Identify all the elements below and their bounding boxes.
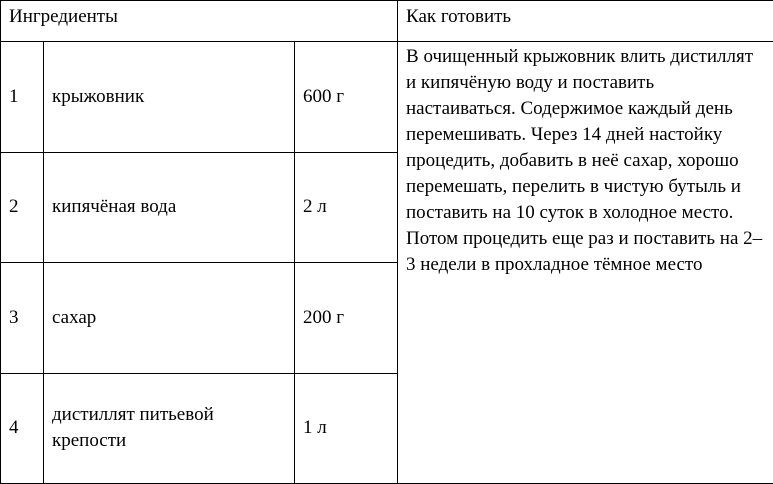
ingredients-header: Ингредиенты: [1, 1, 398, 42]
ingredient-quantity: 2 л: [295, 152, 398, 262]
ingredient-quantity: 200 г: [295, 263, 398, 373]
ingredient-row: [1, 42, 773, 152]
ingredient-number: 3: [1, 263, 44, 373]
ingredient-name: сахар: [44, 263, 295, 373]
instructions-text: В очищенный крыжовник влить дистиллят и кипячёную воду и поставить настаиваться. Содержимое каждый день перемешивать. Через 14 дней настойку процедить, добавить в неё сахар, хорошо перемешать, перелить в чистую бутыль и поставить на 10 суток в холодное место. Потом процедить еще раз и поставить на 2–3 недели в прохладное тёмное место: [406, 46, 763, 276]
table-header-row: [1, 1, 773, 42]
ingredient-number: 4: [1, 373, 44, 483]
ingredient-name: кипячёная вода: [44, 152, 295, 262]
ingredient-number: 2: [1, 152, 44, 262]
ingredient-number: 1: [1, 42, 44, 152]
ingredient-quantity: 600 г: [295, 42, 398, 152]
ingredient-quantity: 1 л: [295, 373, 398, 483]
ingredient-name: крыжовник: [44, 42, 295, 152]
ingredient-name: дистиллят питьевой крепости: [44, 373, 295, 483]
how-to-cook-header: Как готовить: [398, 1, 773, 42]
instructions-cell: [398, 42, 773, 484]
